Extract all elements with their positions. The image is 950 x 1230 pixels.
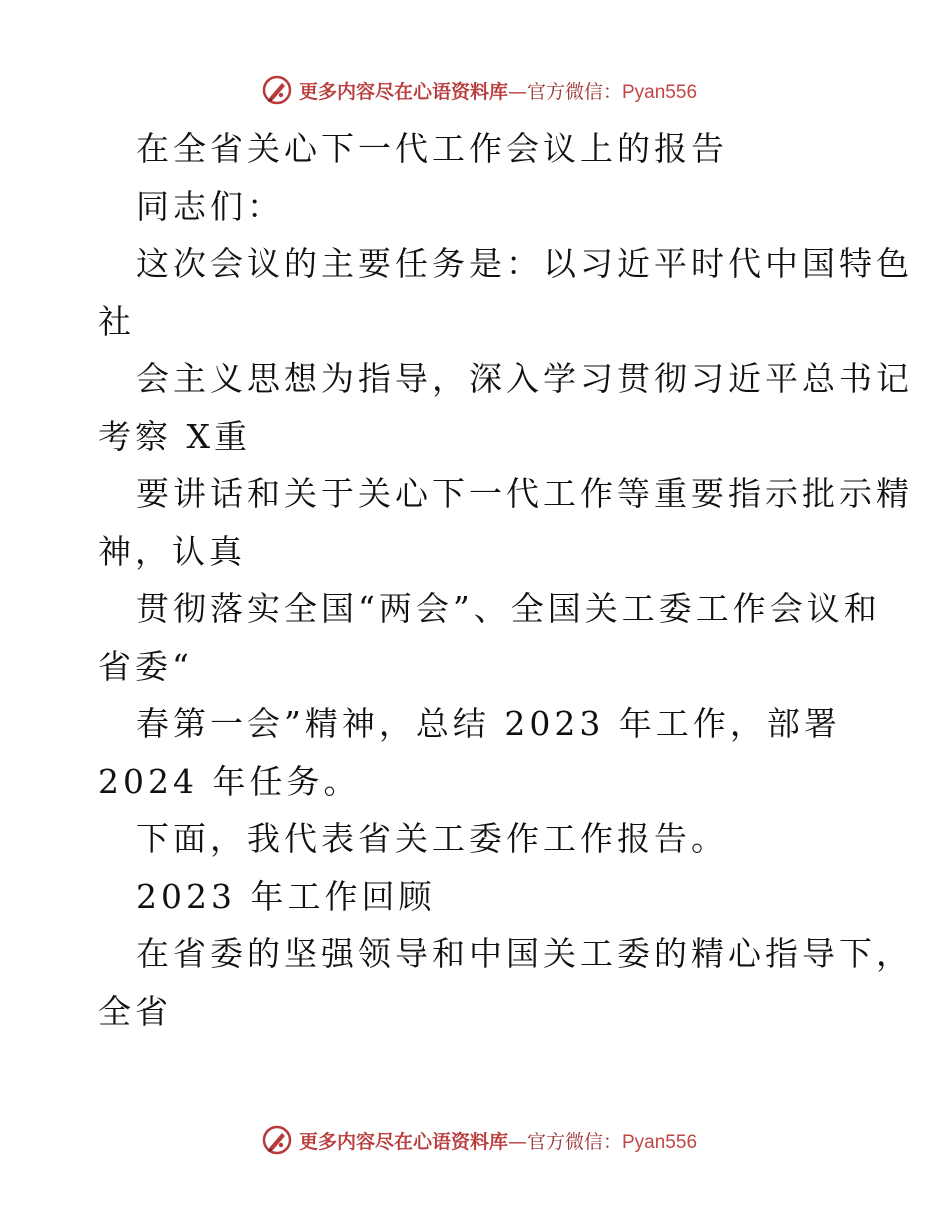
paragraph-line: 要讲话和关于关心下一代工作等重要指示批示精 bbox=[136, 474, 913, 513]
watermark-separator: — bbox=[507, 80, 527, 103]
document-title: 在全省关心下一代工作会议上的报告 bbox=[136, 129, 728, 168]
paragraph-line: 下面，我代表省关工委作工作报告。 bbox=[136, 819, 728, 858]
watermark-group bbox=[261, 1124, 697, 1156]
watermark-separator: — bbox=[507, 1130, 527, 1153]
paragraph-line: 贯彻落实全国“两会”、全国关工委工作会议和 bbox=[136, 589, 881, 628]
pen-logo-icon bbox=[261, 74, 293, 106]
paragraph-line: 全省 bbox=[98, 991, 172, 1031]
section-heading: 2023 年工作回顾 bbox=[136, 876, 436, 916]
paragraph-line: 会主义思想为指导，深入学习贯彻习近平总书记 bbox=[136, 359, 913, 398]
pen-logo-icon bbox=[261, 1124, 293, 1156]
watermark-label: 官方微信： bbox=[526, 80, 622, 103]
watermark-wechat-id: Pyan556 bbox=[622, 1131, 698, 1153]
watermark-group bbox=[261, 74, 697, 106]
watermark-site-text: 更多内容尽在心语资料库 bbox=[298, 80, 508, 103]
paragraph-line: 2024 年任务。 bbox=[98, 761, 361, 801]
document-body bbox=[98, 120, 913, 1040]
watermark-wechat-id: Pyan556 bbox=[622, 81, 698, 103]
paragraph-line: 春第一会”精神，总结 2023 年工作，部署 bbox=[136, 704, 841, 743]
paragraph-line: 在省委的坚强领导和中国关工委的精心指导下， bbox=[136, 934, 913, 973]
paragraph-line: 这次会议的主要任务是：以习近平时代中国特色 bbox=[136, 244, 913, 283]
watermark-site-text: 更多内容尽在心语资料库 bbox=[298, 1130, 508, 1153]
paragraph-line: 社 bbox=[98, 301, 135, 341]
paragraph-line: 省委“ bbox=[98, 646, 193, 686]
salutation: 同志们： bbox=[136, 186, 284, 226]
header-watermark bbox=[0, 70, 950, 110]
footer-watermark bbox=[0, 1120, 950, 1160]
paragraph-line: 神，认真 bbox=[98, 531, 246, 571]
watermark-label: 官方微信： bbox=[526, 1130, 622, 1153]
paragraph-line: 考察 X重 bbox=[98, 416, 251, 456]
